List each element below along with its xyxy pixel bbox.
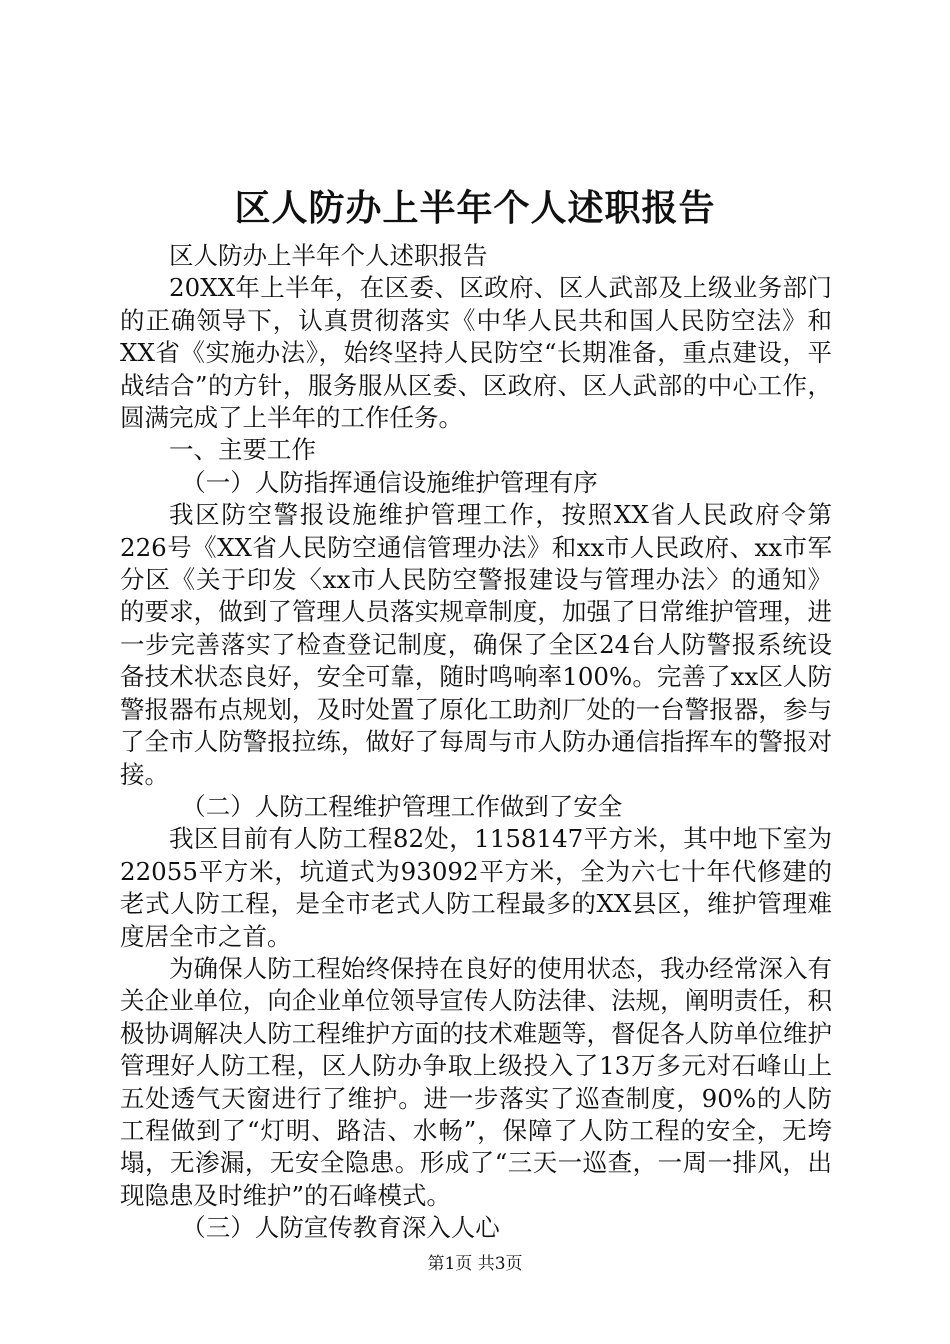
document-title: 区人防办上半年个人述职报告 xyxy=(234,187,716,229)
paragraph-engineering-stats: 我区目前有人防工程82处，1158147平方米，其中地下室为22055平方米，坑道式为93092平方米，全为六七十年代修建的老式人防工程，是全市老式人防工程最多的XX县区，维护管理难度居全市之首。 xyxy=(120,824,832,951)
subsection-heading-1: （一）人防指挥通信设施维护管理有序 xyxy=(181,467,598,497)
paragraph-subtitle: 区人防办上半年个人述职报告 xyxy=(169,241,488,270)
subsection-heading-3: （三）人防宣传教育深入人心 xyxy=(181,1213,500,1243)
paragraph-intro: 20XX年上半年，在区委、区政府、区人武部及上级业务部门的正确领导下，认真贯彻落实《中华人民共和国人民防空法》和XX省《实施办法》，始终坚持人民防空“长期准备，重点建设，平战结合”的方针，服务服从区委、区政府、区人武部的中心工作，圆满完成了上半年的工作任务。 xyxy=(120,273,832,433)
subsection-heading-2: （二）人防工程维护管理工作做到了安全 xyxy=(181,791,623,821)
paragraph-engineering-maintenance: 为确保人防工程始终保持在良好的使用状态，我办经常深入有关企业单位，向企业单位领导宣传人防法律、法规，阐明责任，积极协调解决人防工程维护方面的技术难题等，督促各人防单位维护管理好人防工程，区人防办争取上级投入了13万多元对石峰山上五处透气天窗进行了维护。进一步落实了巡查制度，90%的人防工程做到了“灯明、路洁、水畅”，保障了人防工程的安全，无垮塌，无渗漏，无安全隐患。形成了“三天一巡查，一周一排风，出现隐患及时维护”的石峰模式。 xyxy=(120,953,832,1210)
document-body xyxy=(120,240,832,1245)
section-heading-main-work: 一、主要工作 xyxy=(169,435,316,465)
paragraph-communications: 我区防空警报设施维护管理工作，按照XX省人民政府令第226号《XX省人民防空通信管理办法》和xx市人民政府、xx市军分区《关于印发〈xx市人民防空警报建设与管理办法〉的通知》的要求，做到了管理人员落实规章制度，加强了日常维护管理，进一步完善落实了检查登记制度，确保了全区24台人防警报系统设备技术状态良好，安全可靠，随时鸣响率100%。完善了xx区人防警报器布点规划，及时处置了原化工助剂厂处的一台警报器，参与了全市人防警报拉练，做好了每周与市人防办通信指挥车的警报对接。 xyxy=(120,500,832,789)
page-number-footer: 第1页 共3页 xyxy=(427,1254,523,1274)
